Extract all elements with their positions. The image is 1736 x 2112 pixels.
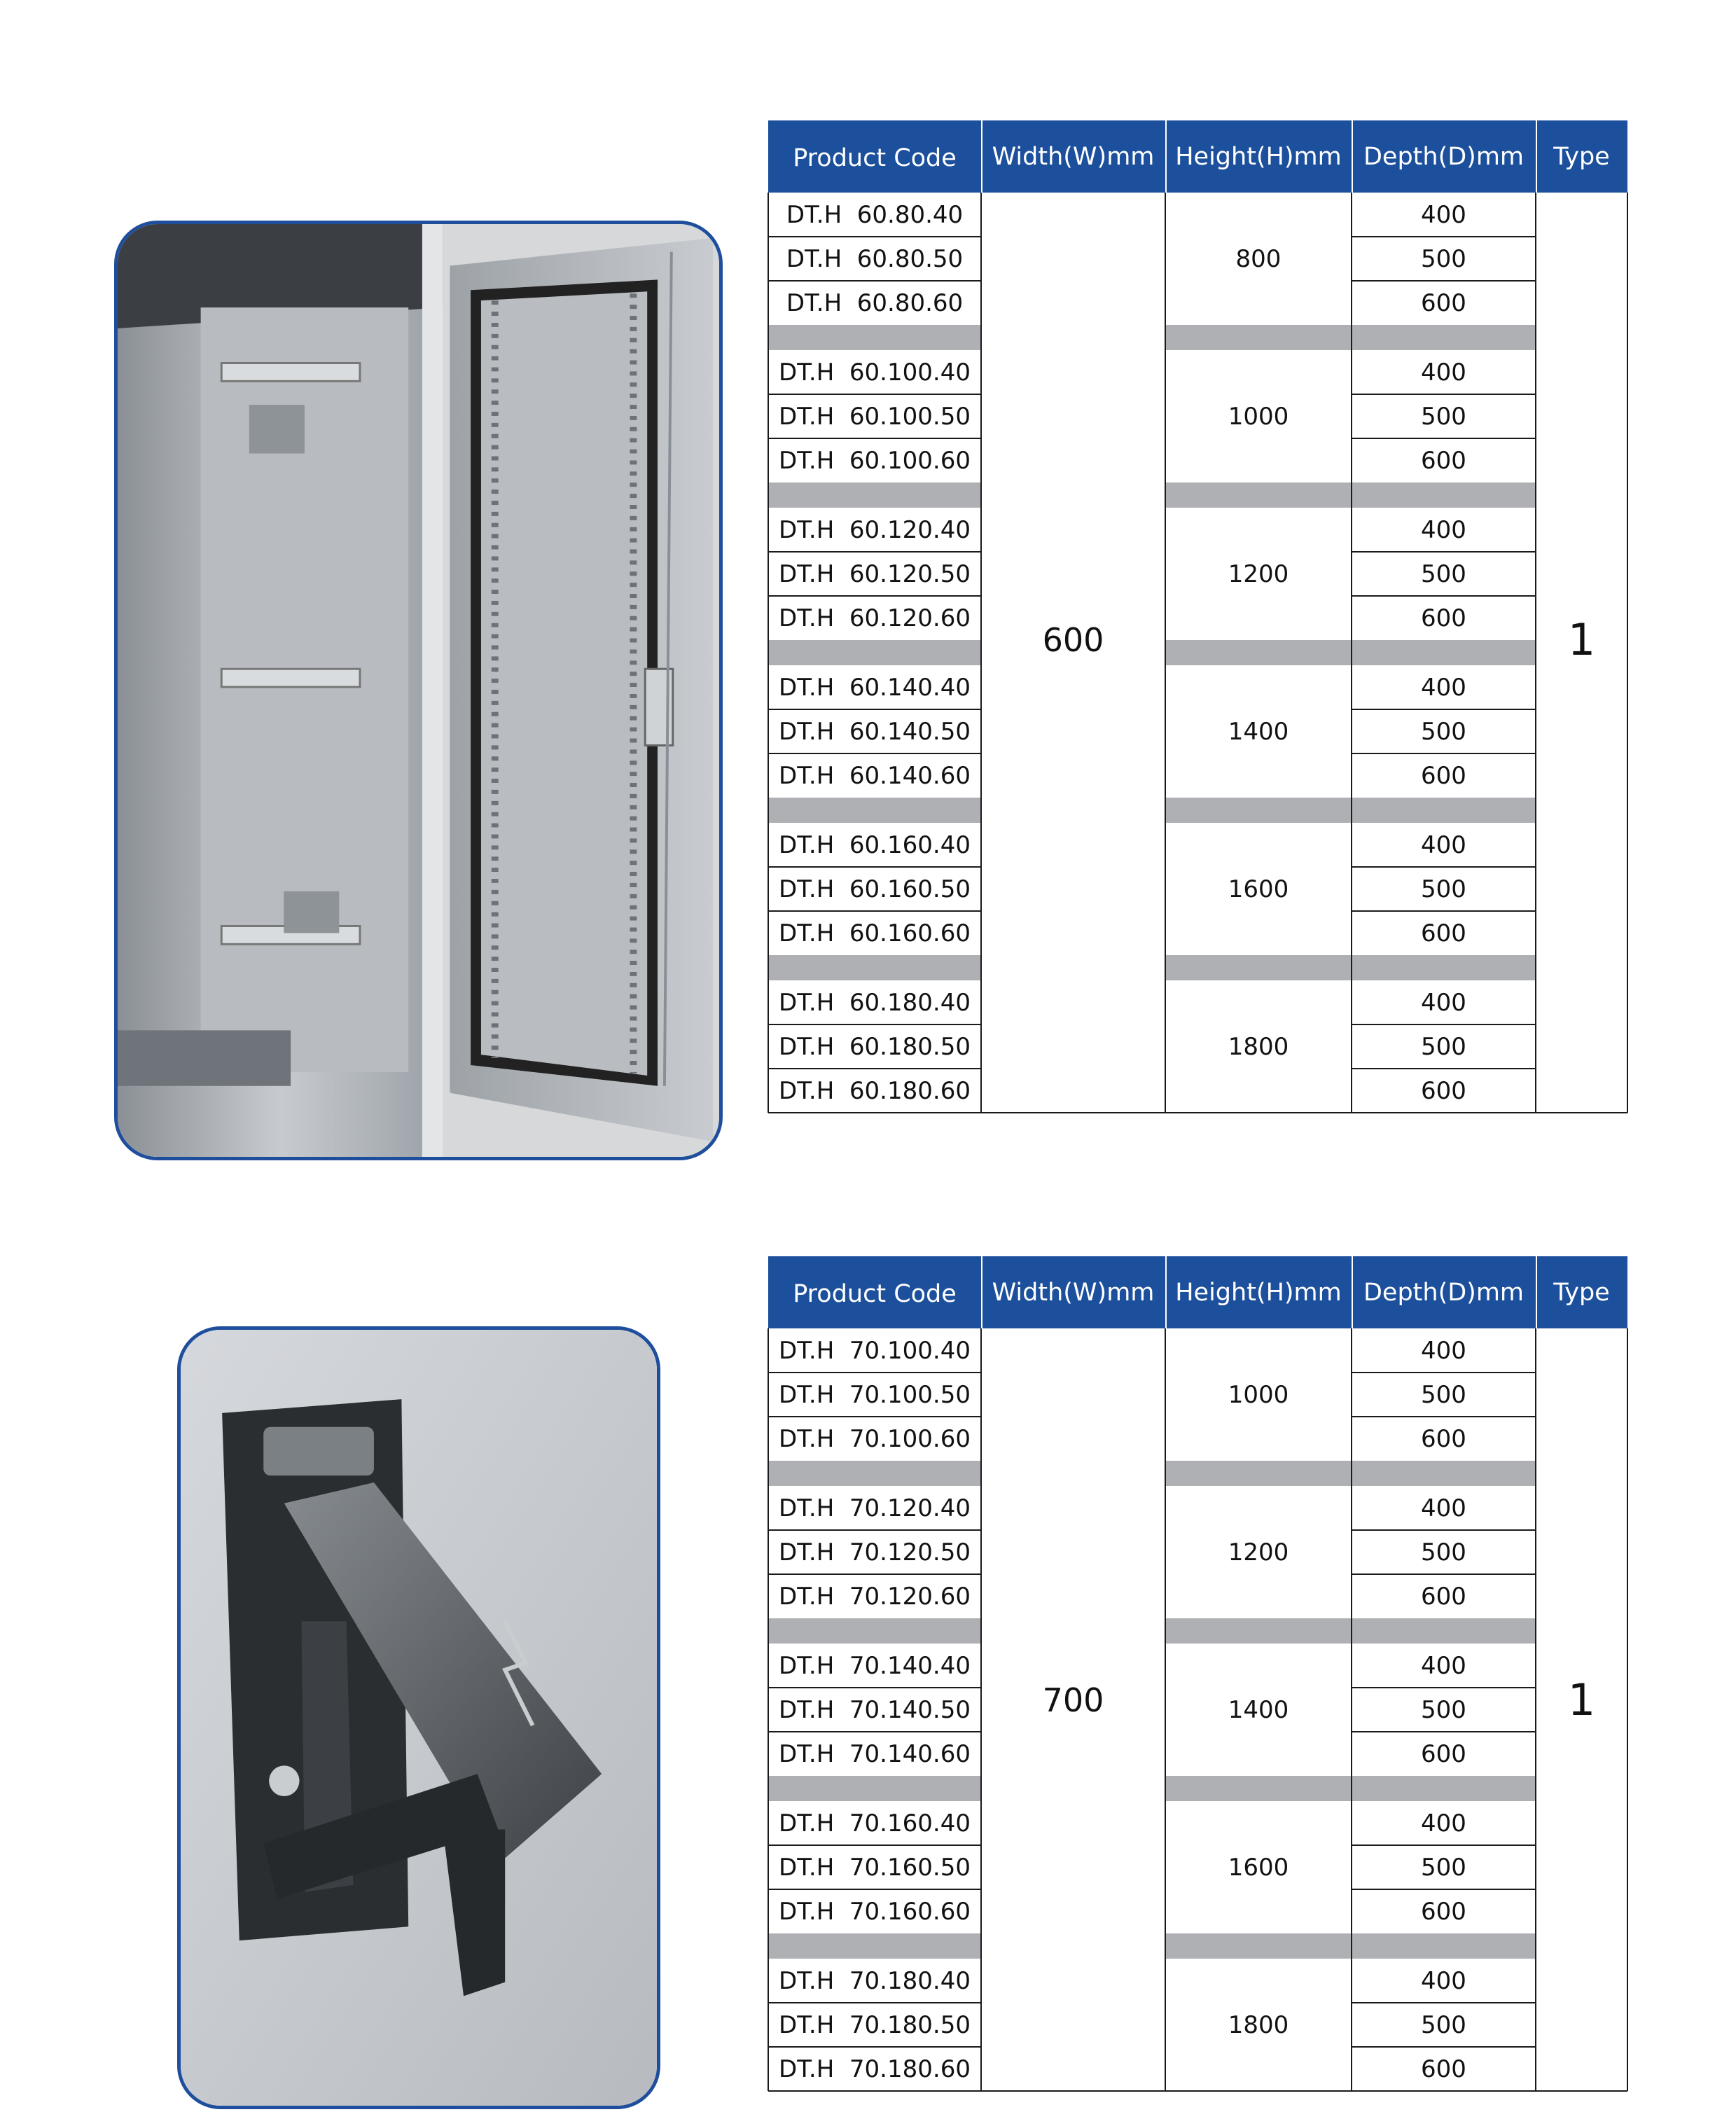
row-divider xyxy=(768,1416,981,1417)
height-cell: 1400 xyxy=(1228,1695,1289,1724)
depth-cell: 600 xyxy=(1421,446,1466,475)
row-divider xyxy=(768,1024,981,1025)
row-divider xyxy=(1352,1068,1536,1069)
row-divider xyxy=(768,709,981,710)
height-cell: 1800 xyxy=(1228,2010,1289,2039)
product-code-cell: DT.H 70.180.50 xyxy=(779,2010,971,2039)
row-divider xyxy=(768,866,981,868)
depth-cell: 500 xyxy=(1421,402,1466,431)
product-code-cell: DT.H 60.80.60 xyxy=(786,289,964,317)
depth-cell: 600 xyxy=(1421,919,1466,947)
product-code-cell: DT.H 70.140.40 xyxy=(779,1651,971,1680)
row-divider xyxy=(768,1573,981,1575)
depth-cell: 400 xyxy=(1421,358,1466,387)
product-code-cell: DT.H 60.100.60 xyxy=(779,446,971,475)
depth-cell: 600 xyxy=(1421,289,1466,317)
row-divider xyxy=(1352,866,1536,868)
height-cell: 1600 xyxy=(1228,875,1289,903)
group-separator xyxy=(768,482,981,508)
table-bottom-border xyxy=(768,2090,1627,2092)
row-divider xyxy=(768,280,981,282)
row-divider xyxy=(768,910,981,912)
depth-cell: 600 xyxy=(1421,2055,1466,2083)
row-divider xyxy=(1352,1573,1536,1575)
height-cell: 1000 xyxy=(1228,402,1289,431)
row-divider xyxy=(768,394,981,395)
row-divider xyxy=(1352,1529,1536,1531)
depth-cell: 600 xyxy=(1421,1739,1466,1768)
header-depth: Depth(D)mm xyxy=(1363,1278,1525,1307)
row-divider xyxy=(1352,1687,1536,1688)
product-code-cell: DT.H 70.180.60 xyxy=(779,2055,971,2083)
row-divider xyxy=(1352,1416,1536,1417)
group-separator xyxy=(768,1776,981,1801)
hinge-photo xyxy=(177,1326,660,2109)
column-line xyxy=(768,1328,769,2091)
type-value: 1 xyxy=(1567,614,1596,665)
header-product-code: Product Code xyxy=(793,144,957,172)
height-cell: 1200 xyxy=(1228,1538,1289,1566)
product-code-cell: DT.H 60.120.60 xyxy=(779,604,971,632)
product-code-cell: DT.H 70.140.50 xyxy=(779,1695,971,1724)
product-code-cell: DT.H 60.160.40 xyxy=(779,831,971,859)
depth-cell: 400 xyxy=(1421,515,1466,544)
row-divider xyxy=(1352,595,1536,597)
row-divider xyxy=(768,1687,981,1688)
product-code-cell: DT.H 70.120.40 xyxy=(779,1494,971,1522)
width-value: 600 xyxy=(1042,620,1104,659)
height-cell: 1000 xyxy=(1228,1380,1289,1409)
depth-cell: 500 xyxy=(1421,1695,1466,1724)
table-bottom-border xyxy=(768,1112,1627,1113)
product-code-cell: DT.H 70.140.60 xyxy=(779,1739,971,1768)
height-cell: 1800 xyxy=(1228,1032,1289,1061)
height-cell: 800 xyxy=(1235,244,1282,273)
header-height: Height(H)mm xyxy=(1175,1278,1342,1307)
row-divider xyxy=(768,753,981,754)
row-divider xyxy=(1352,280,1536,282)
row-divider xyxy=(768,2002,981,2003)
row-divider xyxy=(768,1731,981,1732)
depth-cell: 400 xyxy=(1421,200,1466,229)
column-line xyxy=(1351,1328,1352,2091)
row-divider xyxy=(768,1844,981,1846)
depth-cell: 400 xyxy=(1421,673,1466,702)
row-divider xyxy=(768,551,981,553)
depth-cell: 600 xyxy=(1421,1424,1466,1453)
depth-cell: 400 xyxy=(1421,1809,1466,1837)
group-separator xyxy=(768,798,981,823)
height-cell: 1200 xyxy=(1228,560,1289,588)
row-divider xyxy=(1352,2046,1536,2048)
row-divider xyxy=(1352,1372,1536,1373)
row-divider xyxy=(1352,1731,1536,1732)
depth-cell: 500 xyxy=(1421,1032,1466,1061)
type-value: 1 xyxy=(1567,1674,1596,1725)
product-code-cell: DT.H 60.80.50 xyxy=(786,244,964,273)
product-code-cell: DT.H 70.160.50 xyxy=(779,1853,971,1882)
group-separator xyxy=(768,955,981,980)
group-separator xyxy=(768,640,981,665)
row-divider xyxy=(1352,753,1536,754)
depth-cell: 500 xyxy=(1421,875,1466,903)
product-code-cell: DT.H 60.140.40 xyxy=(779,673,971,702)
product-code-cell: DT.H 60.160.60 xyxy=(779,919,971,947)
product-code-cell: DT.H 60.140.60 xyxy=(779,761,971,790)
row-divider xyxy=(1352,2002,1536,2003)
product-code-cell: DT.H 60.140.50 xyxy=(779,717,971,746)
depth-cell: 400 xyxy=(1421,1966,1466,1995)
row-divider xyxy=(1352,709,1536,710)
group-separator xyxy=(768,1933,981,1959)
product-code-cell: DT.H 60.100.50 xyxy=(779,402,971,431)
cabinet-illustration xyxy=(118,224,719,1157)
header-height: Height(H)mm xyxy=(1175,142,1342,171)
spec-table-600 xyxy=(768,120,1628,1105)
height-cell: 1600 xyxy=(1228,1853,1289,1882)
row-divider xyxy=(1352,1889,1536,1890)
product-code-cell: DT.H 70.160.40 xyxy=(779,1809,971,1837)
depth-cell: 400 xyxy=(1421,988,1466,1017)
depth-cell: 500 xyxy=(1421,244,1466,273)
row-divider xyxy=(768,438,981,439)
depth-cell: 500 xyxy=(1421,2010,1466,2039)
row-divider xyxy=(768,1372,981,1373)
product-code-cell: DT.H 70.120.60 xyxy=(779,1582,971,1611)
depth-cell: 400 xyxy=(1421,831,1466,859)
depth-cell: 600 xyxy=(1421,1897,1466,1926)
product-code-cell: DT.H 60.180.40 xyxy=(779,988,971,1017)
row-divider xyxy=(1352,551,1536,553)
header-product-code: Product Code xyxy=(793,1279,957,1308)
column-line xyxy=(1351,193,1352,1113)
row-divider xyxy=(1352,910,1536,912)
header-type: Type xyxy=(1553,142,1610,171)
header-type: Type xyxy=(1553,1278,1610,1307)
header-width: Width(W)mm xyxy=(992,1278,1155,1307)
product-code-cell: DT.H 70.100.40 xyxy=(779,1336,971,1365)
product-code-cell: DT.H 60.120.50 xyxy=(779,560,971,588)
product-code-cell: DT.H 60.180.50 xyxy=(779,1032,971,1061)
header-depth: Depth(D)mm xyxy=(1363,142,1525,171)
depth-cell: 400 xyxy=(1421,1494,1466,1522)
row-divider xyxy=(768,1889,981,1890)
depth-cell: 600 xyxy=(1421,1582,1466,1611)
row-divider xyxy=(1352,236,1536,237)
depth-cell: 400 xyxy=(1421,1336,1466,1365)
product-code-cell: DT.H 60.180.60 xyxy=(779,1076,971,1105)
depth-cell: 500 xyxy=(1421,717,1466,746)
group-separator xyxy=(768,1461,981,1486)
product-code-cell: DT.H 60.100.40 xyxy=(779,358,971,387)
product-code-cell: DT.H 70.160.60 xyxy=(779,1897,971,1926)
row-divider xyxy=(768,236,981,237)
depth-cell: 600 xyxy=(1421,604,1466,632)
depth-cell: 500 xyxy=(1421,1380,1466,1409)
depth-cell: 600 xyxy=(1421,1076,1466,1105)
product-code-cell: DT.H 70.100.60 xyxy=(779,1424,971,1453)
product-code-cell: DT.H 70.180.40 xyxy=(779,1966,971,1995)
group-separator xyxy=(768,325,981,350)
depth-cell: 500 xyxy=(1421,1853,1466,1882)
row-divider xyxy=(1352,1024,1536,1025)
product-code-cell: DT.H 70.100.50 xyxy=(779,1380,971,1409)
depth-cell: 400 xyxy=(1421,1651,1466,1680)
row-divider xyxy=(1352,394,1536,395)
depth-cell: 500 xyxy=(1421,1538,1466,1566)
height-cell: 1400 xyxy=(1228,717,1289,746)
product-code-cell: DT.H 60.120.40 xyxy=(779,515,971,544)
row-divider xyxy=(1352,438,1536,439)
product-code-cell: DT.H 60.160.50 xyxy=(779,875,971,903)
hinge-illustration xyxy=(181,1330,657,2106)
width-value: 700 xyxy=(1042,1681,1104,1719)
product-code-cell: DT.H 60.80.40 xyxy=(786,200,964,229)
cabinet-photo xyxy=(114,221,723,1160)
product-code-cell: DT.H 70.120.50 xyxy=(779,1538,971,1566)
spec-table-700 xyxy=(768,1256,1628,2083)
depth-cell: 600 xyxy=(1421,761,1466,790)
row-divider xyxy=(768,2046,981,2048)
group-separator xyxy=(768,1618,981,1644)
column-line xyxy=(768,193,769,1113)
row-divider xyxy=(768,595,981,597)
row-divider xyxy=(1352,1844,1536,1846)
depth-cell: 500 xyxy=(1421,560,1466,588)
header-width: Width(W)mm xyxy=(992,142,1155,171)
row-divider xyxy=(768,1068,981,1069)
row-divider xyxy=(768,1529,981,1531)
